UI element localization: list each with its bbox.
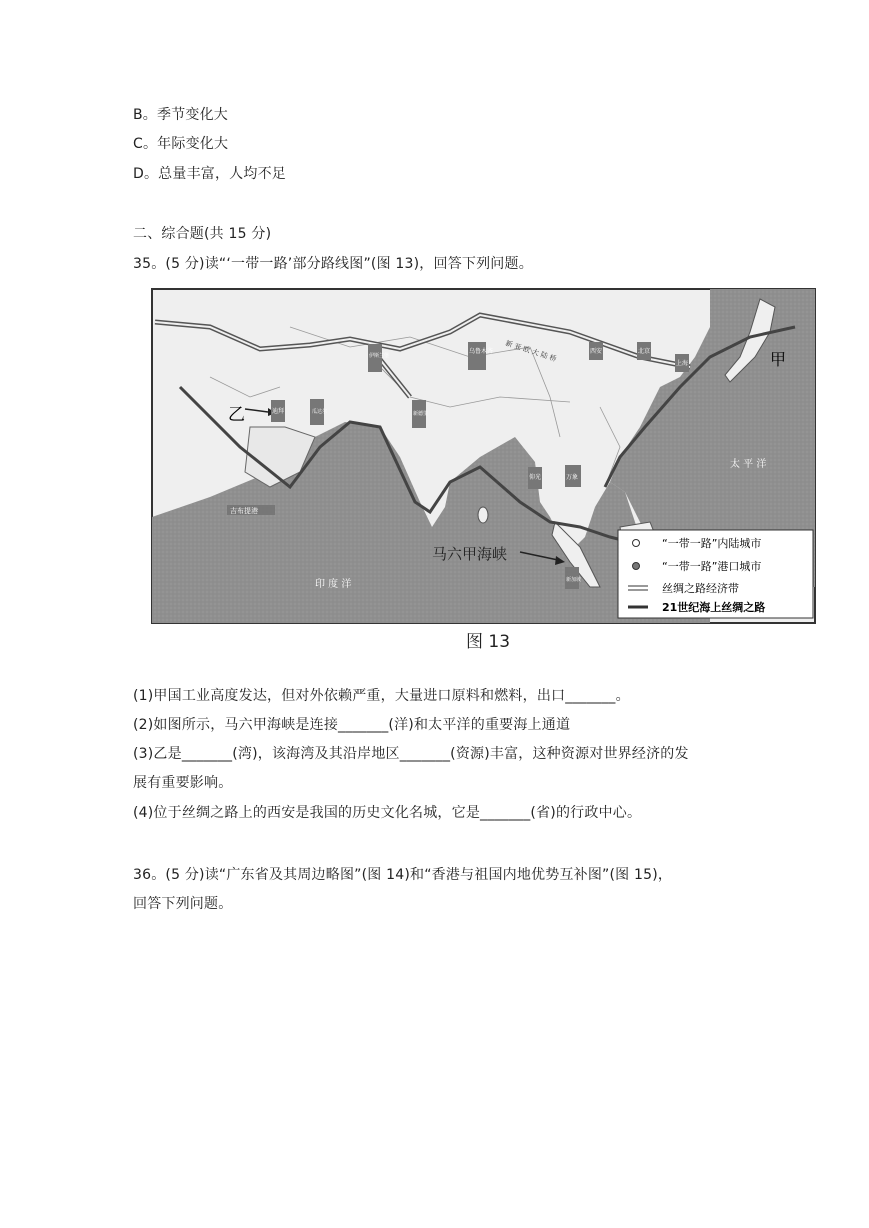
legend-silk-road-label: 丝绸之路经济带 [662, 582, 739, 595]
label-land-bridge: 新 亚 欧 大 陆 桥 [504, 339, 558, 364]
question-36-cont: 回答下列问题。 [133, 896, 233, 912]
city-gwadar: 瓜达尔 [312, 409, 328, 415]
city-vientiane: 万象 [566, 474, 579, 481]
city-newdelhi: 新德里 [413, 411, 429, 417]
legend-port-symbol [633, 563, 640, 570]
question-35-3-cont: 展有重要影响。 [133, 775, 233, 791]
city-dubai: 迪拜 [272, 408, 285, 415]
legend-port-label: “一带一路”港口城市 [662, 560, 762, 573]
city-yangon: 仰光 [529, 474, 542, 481]
label-pacific: 太 平 洋 [730, 459, 767, 470]
legend-inland-symbol [633, 540, 640, 547]
question-35-3: (3)乙是_______(湾)，该海湾及其沿岸地区_______(资源)丰富，这种资源对世界经济的发 [133, 746, 689, 762]
city-shanghai: 上海 [676, 360, 689, 367]
legend-inland-label: “一带一路”内陆城市 [662, 537, 762, 550]
question-36: 36。(5 分)读“广东省及其周边略图”(图 14)和“香港与祖国内地优势互补图”(图 15)， [133, 867, 673, 883]
city-urumqi: 乌鲁木齐 [469, 348, 494, 355]
figure-caption: 图 13 [466, 632, 511, 652]
question-35-2: (2)如图所示，马六甲海峡是连接_______(洋)和太平洋的重要海上通道 [133, 717, 571, 733]
city-beijing: 北京 [638, 348, 651, 355]
option-c: C。年际变化大 [133, 136, 229, 152]
city-singapore: 新加坡 [566, 577, 582, 583]
option-b: B。季节变化大 [133, 107, 229, 123]
figure-13-map [150, 287, 817, 627]
legend-maritime-label: 21世纪海上丝绸之路 [662, 601, 766, 614]
city-xian: 西安 [590, 348, 603, 355]
city-islamabad: 伊斯兰堡 [369, 353, 390, 359]
option-d: D。总量丰富，人均不足 [133, 166, 286, 182]
label-indian: 印 度 洋 [315, 579, 352, 590]
question-35-1: (1)甲国工业高度发达，但对外依赖严重，大量进口原料和燃料，出口_______。 [133, 688, 630, 704]
section-heading: 二、综合题(共 15 分) [133, 226, 272, 242]
question-35: 35。(5 分)读“‘一带一路’部分路线图”(图 13)，回答下列问题。 [133, 256, 533, 272]
city-djibouti: 吉布提港 [230, 507, 258, 515]
label-yi: 乙 [228, 405, 245, 425]
label-malacca: 马六甲海峡 [432, 545, 508, 563]
label-jia: 甲 [770, 350, 787, 369]
question-35-4: (4)位于丝绸之路上的西安是我国的历史文化名城，它是_______(省)的行政中心。 [133, 805, 642, 821]
